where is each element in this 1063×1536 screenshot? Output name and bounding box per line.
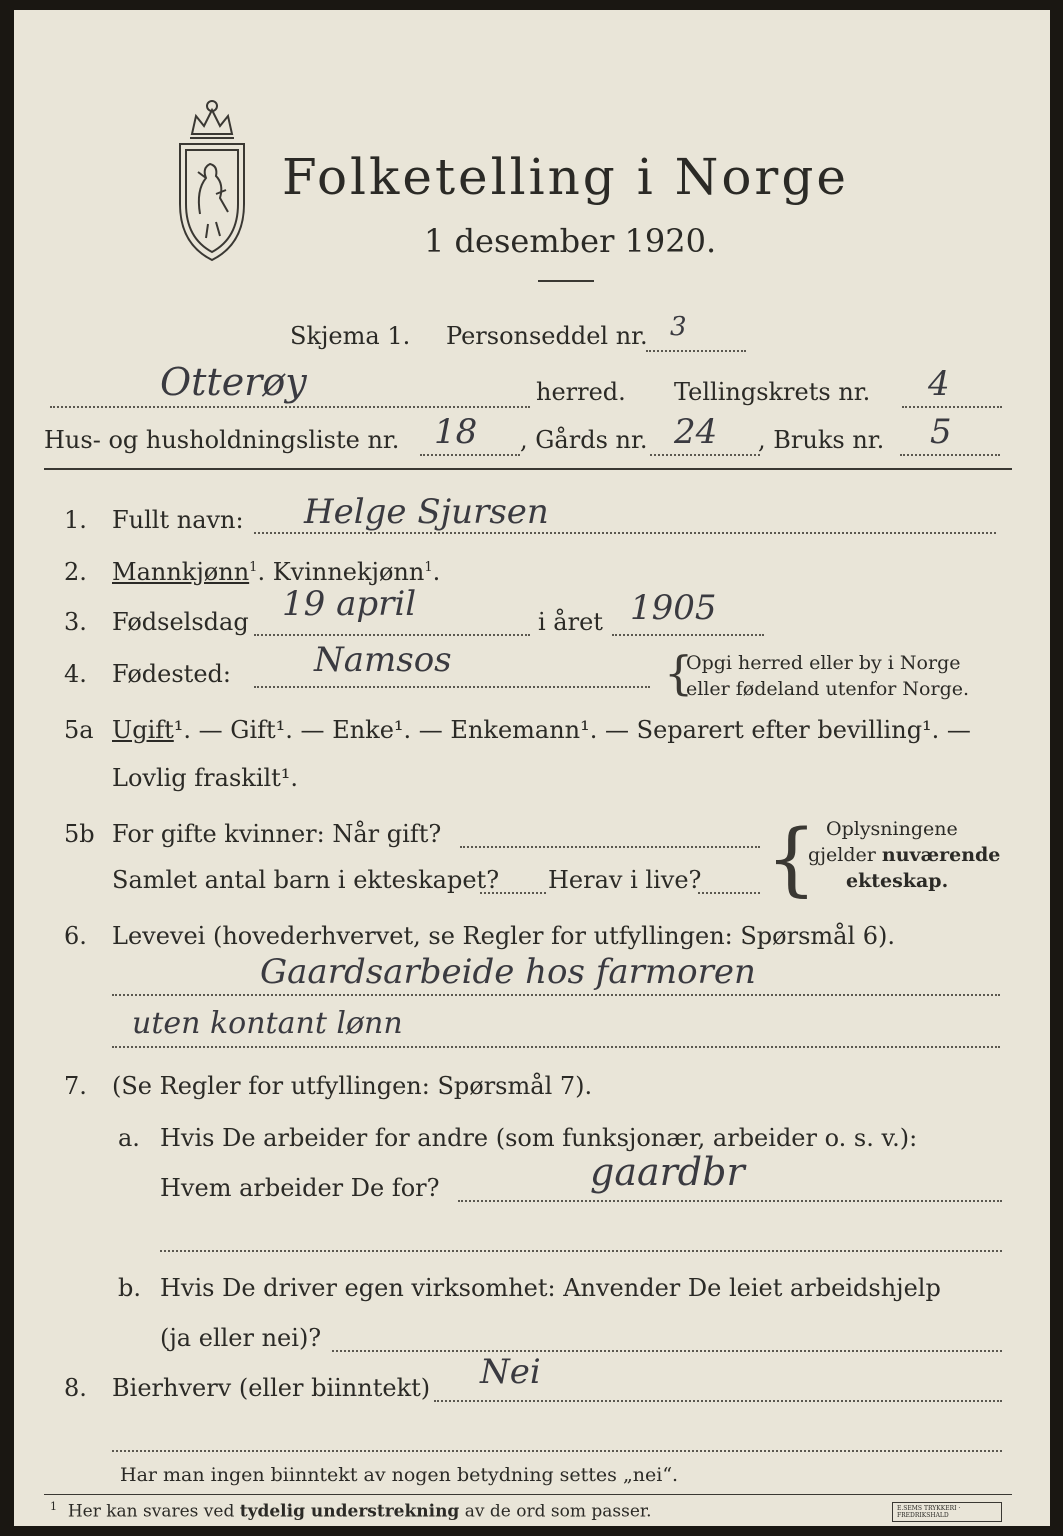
- q3-year-value: 1905: [630, 588, 717, 628]
- q5b-alive-line: [698, 892, 760, 894]
- q7-number: 7.: [64, 1072, 87, 1100]
- q1-number: 1.: [64, 506, 87, 534]
- footnote-mark: 1: [50, 1500, 57, 1513]
- q6-value-2: uten kontant lønn: [132, 1006, 403, 1041]
- q4-line: [254, 686, 650, 688]
- q5a-line-2: Lovlig fraskilt¹.: [112, 764, 299, 792]
- q5b-number: 5b: [64, 820, 95, 848]
- q5b-brace: {: [766, 812, 817, 905]
- census-form: [14, 10, 1050, 1526]
- q6-line-2: [112, 1046, 1000, 1048]
- q2-number: 2.: [64, 558, 87, 586]
- personseddel-label: Personseddel nr.: [446, 322, 648, 350]
- q5b-note-2a: gjelder: [808, 844, 882, 866]
- q1-value: Helge Sjursen: [304, 492, 549, 532]
- herred-value: Otterøy: [160, 360, 307, 404]
- q5b-alive-label: Herav i live?: [548, 866, 702, 894]
- q2-sup1: 1: [249, 560, 258, 575]
- form-title: Folketelling i Norge: [282, 148, 849, 206]
- footnote-text-b: tydelig understrekning: [239, 1501, 460, 1522]
- bruks-value: 5: [930, 412, 952, 452]
- tellingskrets-value: 4: [928, 364, 950, 404]
- tellingskrets-label: Tellingskrets nr.: [674, 378, 871, 406]
- q7a-question: Hvem arbeider De for?: [160, 1174, 440, 1202]
- q5b-line-1: For gifte kvinner: Når gift?: [112, 820, 442, 848]
- herred-line: [50, 406, 530, 408]
- q6-label: Levevei (hovederhvervet, se Regler for utfyllingen: Spørsmål 6).: [112, 922, 896, 950]
- bruks-line: [900, 454, 1000, 456]
- q2-sep: .: [257, 558, 273, 586]
- q5b-when-line: [460, 846, 760, 848]
- q7a-letter: a.: [118, 1124, 140, 1152]
- q4-label: Fødested:: [112, 660, 231, 688]
- q1-line: [254, 532, 996, 534]
- gards-label: , Gårds nr.: [520, 426, 648, 454]
- footer-note: Har man ingen biinntekt av nogen betydning settes „nei“.: [120, 1464, 679, 1486]
- q7a-line-1: [458, 1200, 1002, 1202]
- husliste-label: Hus- og husholdningsliste nr.: [44, 426, 400, 454]
- q7b-line: [332, 1350, 1002, 1352]
- q5a-number: 5a: [64, 716, 94, 744]
- q5b-note-3: ekteskap.: [846, 870, 949, 892]
- q2-end: .: [432, 558, 441, 586]
- q4-note-1: Opgi herred eller by i Norge: [686, 652, 961, 674]
- q5a-ugift-option: Ugift: [112, 716, 174, 744]
- husliste-line: [420, 454, 520, 456]
- q2-female-option: Kvinnekjønn: [272, 558, 425, 586]
- q8-line-2: [112, 1450, 1002, 1452]
- q8-value: Nei: [480, 1352, 541, 1392]
- q6-value-1: Gaardsarbeide hos farmoren: [260, 952, 756, 992]
- q5a-options: [112, 716, 971, 744]
- q3-value: 19 april: [282, 584, 417, 624]
- q2-options: [112, 558, 440, 586]
- q4-brace: {: [664, 646, 694, 700]
- q7a-text: Hvis De arbeider for andre (som funksjonær, arbeider o. s. v.):: [160, 1124, 918, 1152]
- q3-year-line: [612, 634, 764, 636]
- q4-number: 4.: [64, 660, 87, 688]
- q5b-note-1: Oplysningene: [826, 818, 958, 840]
- q8-line-1: [434, 1400, 1002, 1402]
- q4-note-2: eller fødeland utenfor Norge.: [686, 678, 970, 700]
- printer-stamp: E.SEMS TRYKKERI · FREDRIKSHALD: [892, 1502, 1002, 1522]
- q7a-value: gaardbr: [590, 1150, 745, 1194]
- census-date: 1 desember 1920.: [424, 222, 717, 260]
- q7b-text: Hvis De driver egen virksomhet: Anvender De leiet arbeidshjelp: [160, 1274, 941, 1302]
- q4-value: Namsos: [314, 640, 452, 680]
- title-divider: [538, 280, 594, 282]
- q1-label: Fullt navn:: [112, 506, 244, 534]
- q2-sup2: 1: [424, 560, 433, 575]
- q3-year-label: i året: [538, 608, 603, 636]
- footnote-text-a: Her kan svares ved: [67, 1501, 240, 1522]
- bruks-label: , Bruks nr.: [758, 426, 885, 454]
- q8-label: Bierhverv (eller biinntekt): [112, 1374, 431, 1402]
- footer-divider: [44, 1494, 1012, 1495]
- q3-label: Fødselsdag: [112, 608, 249, 636]
- q5b-children-label: Samlet antal barn i ekteskapet?: [112, 866, 500, 894]
- husliste-value: 18: [434, 412, 478, 452]
- tellingskrets-line: [902, 406, 1002, 408]
- header-divider: [44, 468, 1012, 470]
- q8-number: 8.: [64, 1374, 87, 1402]
- q5b-children-line: [480, 892, 546, 894]
- q5b-note-2: [808, 844, 1000, 866]
- q6-line-1: [112, 994, 1000, 996]
- q6-number: 6.: [64, 922, 87, 950]
- gards-line: [650, 454, 760, 456]
- footnote-text-c: av de ord som passer.: [459, 1501, 652, 1522]
- norway-coat-of-arms-icon: [162, 94, 262, 264]
- q5b-note-2b: nuværende: [881, 844, 1001, 866]
- q7b-letter: b.: [118, 1274, 141, 1302]
- q7a-line-2: [160, 1250, 1002, 1252]
- q7-label: (Se Regler for utfyllingen: Spørsmål 7).: [112, 1072, 593, 1100]
- footnote: [50, 1500, 652, 1522]
- gards-value: 24: [674, 412, 718, 452]
- q2-male-option: Mannkjønn: [112, 558, 250, 586]
- herred-label: herred.: [536, 378, 626, 406]
- q3-number: 3.: [64, 608, 87, 636]
- q7b-question: (ja eller nei)?: [160, 1324, 322, 1352]
- q5a-other-options: ¹. — Gift¹. — Enke¹. — Enkemann¹. — Separert efter bevilling¹. —: [173, 716, 971, 744]
- personseddel-value: 3: [670, 312, 687, 342]
- personseddel-line: [646, 350, 746, 352]
- schema-label: Skjema 1.: [290, 322, 411, 350]
- q3-line: [254, 634, 530, 636]
